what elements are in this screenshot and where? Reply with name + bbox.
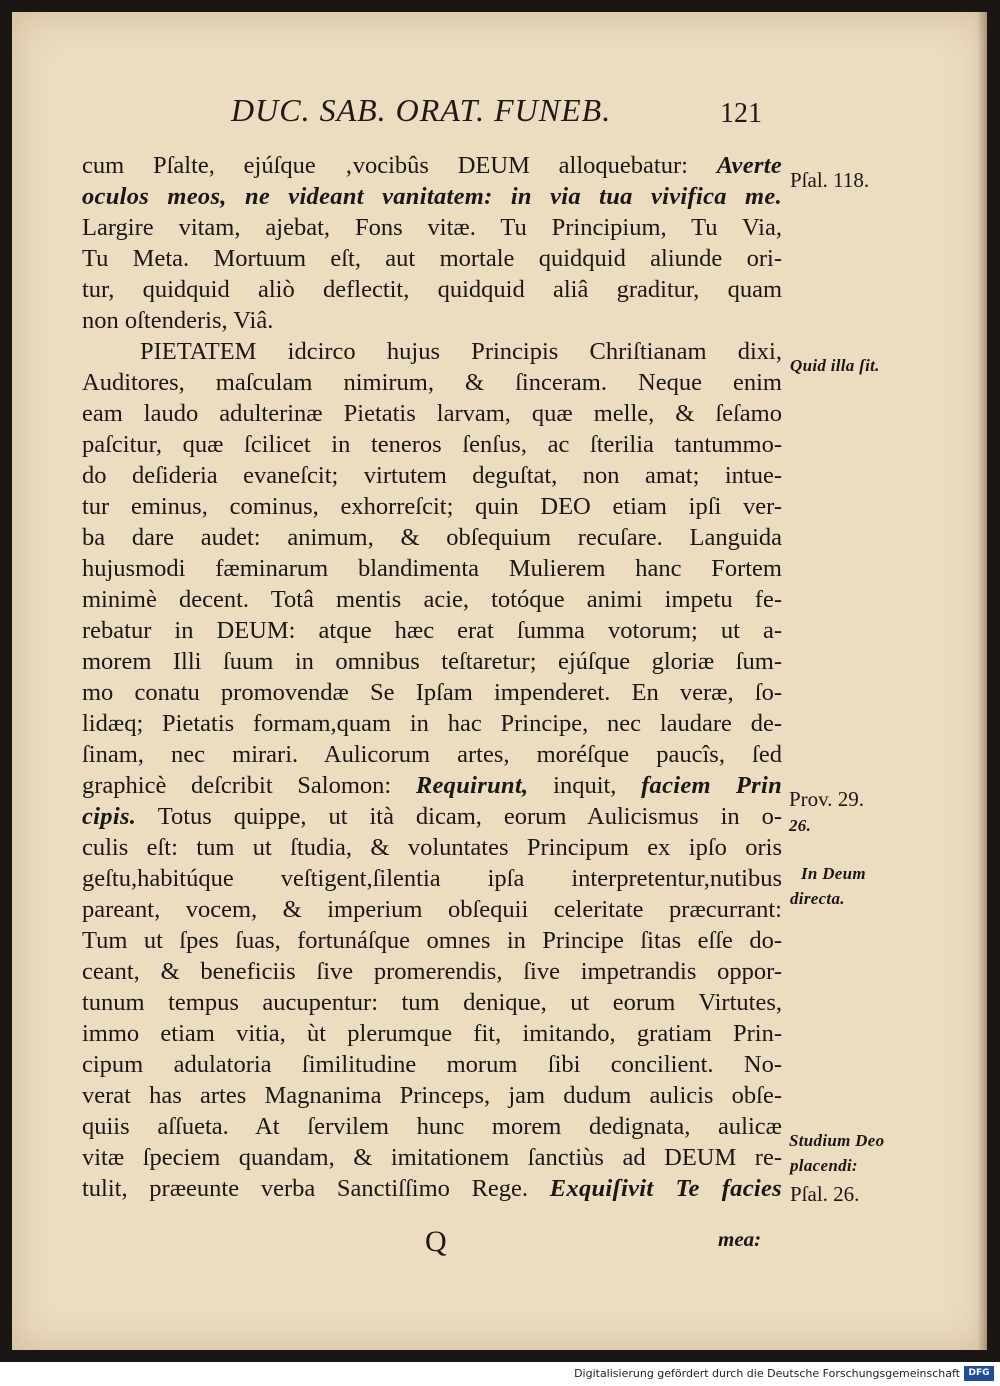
text-line-12: tur eminus, cominus, exhorreſcit; quin DEO etiam ipſi ver- <box>82 493 782 520</box>
text-line-6: non oſtenderis, Viâ. <box>82 307 274 334</box>
text-line-16: rebatur in DEUM: atque hæc erat ſumma votorum; ut a- <box>82 617 782 644</box>
running-head: DUC. SAB. ORAT. FUNEB. <box>231 92 612 128</box>
text-line-23: culis eſt: tum ut ſtudia, & voluntates Principum ex ipſo oris <box>82 834 782 861</box>
margin-note-in-deum: In Deum <box>801 864 866 883</box>
text-line-11: do deſideria evaneſcit; virtutem deguſtat, non amat; intue- <box>82 462 782 489</box>
margin-note-placendi: placendi: <box>790 1156 858 1175</box>
text-line-17: morem Illi ſuum in omnibus teſtaretur; ejúſque gloriæ ſum- <box>82 648 782 675</box>
page-number: 121 <box>720 98 762 129</box>
footer-bar <box>0 1362 1000 1386</box>
text-line-10: paſcitur, quæ ſcilicet in teneros ſenſus, ac ſterilia tantummo- <box>82 431 782 458</box>
text-line-15: minimè decent. Totâ mentis acie, totóque animi impetu fe- <box>82 586 782 613</box>
text-line-27: ceant, & beneficiis ſive promerendis, ſive impetrandis oppor- <box>82 958 782 985</box>
margin-note-studium-deo: Studium Deo <box>789 1131 885 1150</box>
text-line-13: ba dare audet: animum, & obſequium recuſare. Languida <box>82 524 782 551</box>
margin-note-psal-118: Pſal. 118. <box>790 168 870 192</box>
text-line-19: lidæq; Pietatis formam,quam in hac Principe, nec laudare de- <box>82 710 782 737</box>
text-line-33: vitæ ſpeciem quandam, & imitationem ſanctiùs ad DEUM re- <box>82 1144 782 1171</box>
text-line-26: Tum ut ſpes ſuas, fortunáſque omnes in Principe ſitas eſſe do- <box>82 927 782 954</box>
page-edge-shadow <box>977 12 987 1350</box>
text-line-7: PIETATEM idcirco hujus Principis Chriſtianam dixi, <box>140 338 782 365</box>
text-line-4: Tu Meta. Mortuum eſt, aut mortale quidquid aliunde ori- <box>82 245 782 272</box>
funding-credit: Digitalisierung gefördert durch die Deutsche Forschungsgemeinschaft <box>574 1367 960 1380</box>
text-line-8: Auditores, maſculam nimirum, & ſinceram. Neque enim <box>82 369 782 396</box>
text-line-31: verat has artes Magnanima Princeps, jam dudum aulicis obſe- <box>82 1082 782 1109</box>
margin-note-psal-26: Pſal. 26. <box>790 1182 860 1206</box>
text-line-25: pareant, vocem, & imperium obſequii celeritate præcurrant: <box>82 896 782 923</box>
text-line-28: tunum tempus aucupentur: tum denique, ut eorum Virtutes, <box>82 989 782 1016</box>
margin-note-prov-29: Prov. 29. <box>789 787 865 811</box>
text-line-24: geſtu,habitúque veſtigent,ſilentia ipſa interpretentur,nutibus <box>82 865 782 892</box>
text-line-9: eam laudo adulterinæ Pietatis larvam, quæ melle, & ſeſamo <box>82 400 782 427</box>
text-line-14: hujusmodi fæminarum blandimenta Mulierem hanc Fortem <box>82 555 782 582</box>
text-line-30: cipum adulatoria ſimilitudine morum ſibi concilient. No- <box>82 1051 782 1078</box>
text-line-5: tur, quidquid aliò deflectit, quidquid aliâ graditur, quam <box>82 276 782 303</box>
catchword: mea: <box>718 1227 762 1251</box>
margin-note-directa: directa. <box>790 889 845 908</box>
margin-note-quid-illa-sit: Quid illa ſit. <box>790 356 880 375</box>
text-line-29: immo etiam vitia, ùt plerumque fit, imitando, gratiam Prin- <box>82 1020 782 1047</box>
text-line-20: ſinam, nec mirari. Aulicorum artes, moréſque paucîs, ſed <box>82 741 782 768</box>
text-line-1: cum Pſalte, ejúſque ‚vocibûs DEUM alloquebatur: Averte <box>82 152 782 179</box>
signature-mark: Q <box>425 1225 447 1258</box>
text-line-21: graphicè deſcribit Salomon: Requirunt, inquit, faciem Prin <box>82 772 782 799</box>
text-line-34: tulit, præeunte verba Sanctiſſimo Rege. Exquiſivit Te facies <box>82 1175 782 1202</box>
text-line-32: quiis aſſueta. At ſervilem hunc morem dedignata, aulicæ <box>82 1113 782 1140</box>
dfg-logo: DFG <box>964 1366 994 1381</box>
text-line-2: oculos meos, ne videant vanitatem: in via tua vivifica me. <box>82 183 782 210</box>
text-line-22: cipis. Totus quippe, ut ità dicam, eorum Aulicismus in o- <box>82 803 782 830</box>
text-line-18: mo conatu promovendæ Se Ipſam impenderet. En veræ, ſo- <box>82 679 782 706</box>
text-line-3: Largire vitam, ajebat, Fons vitæ. Tu Principium, Tu Via, <box>82 214 782 241</box>
margin-note-prov-26: 26. <box>789 816 812 835</box>
body-text <box>82 150 782 1204</box>
